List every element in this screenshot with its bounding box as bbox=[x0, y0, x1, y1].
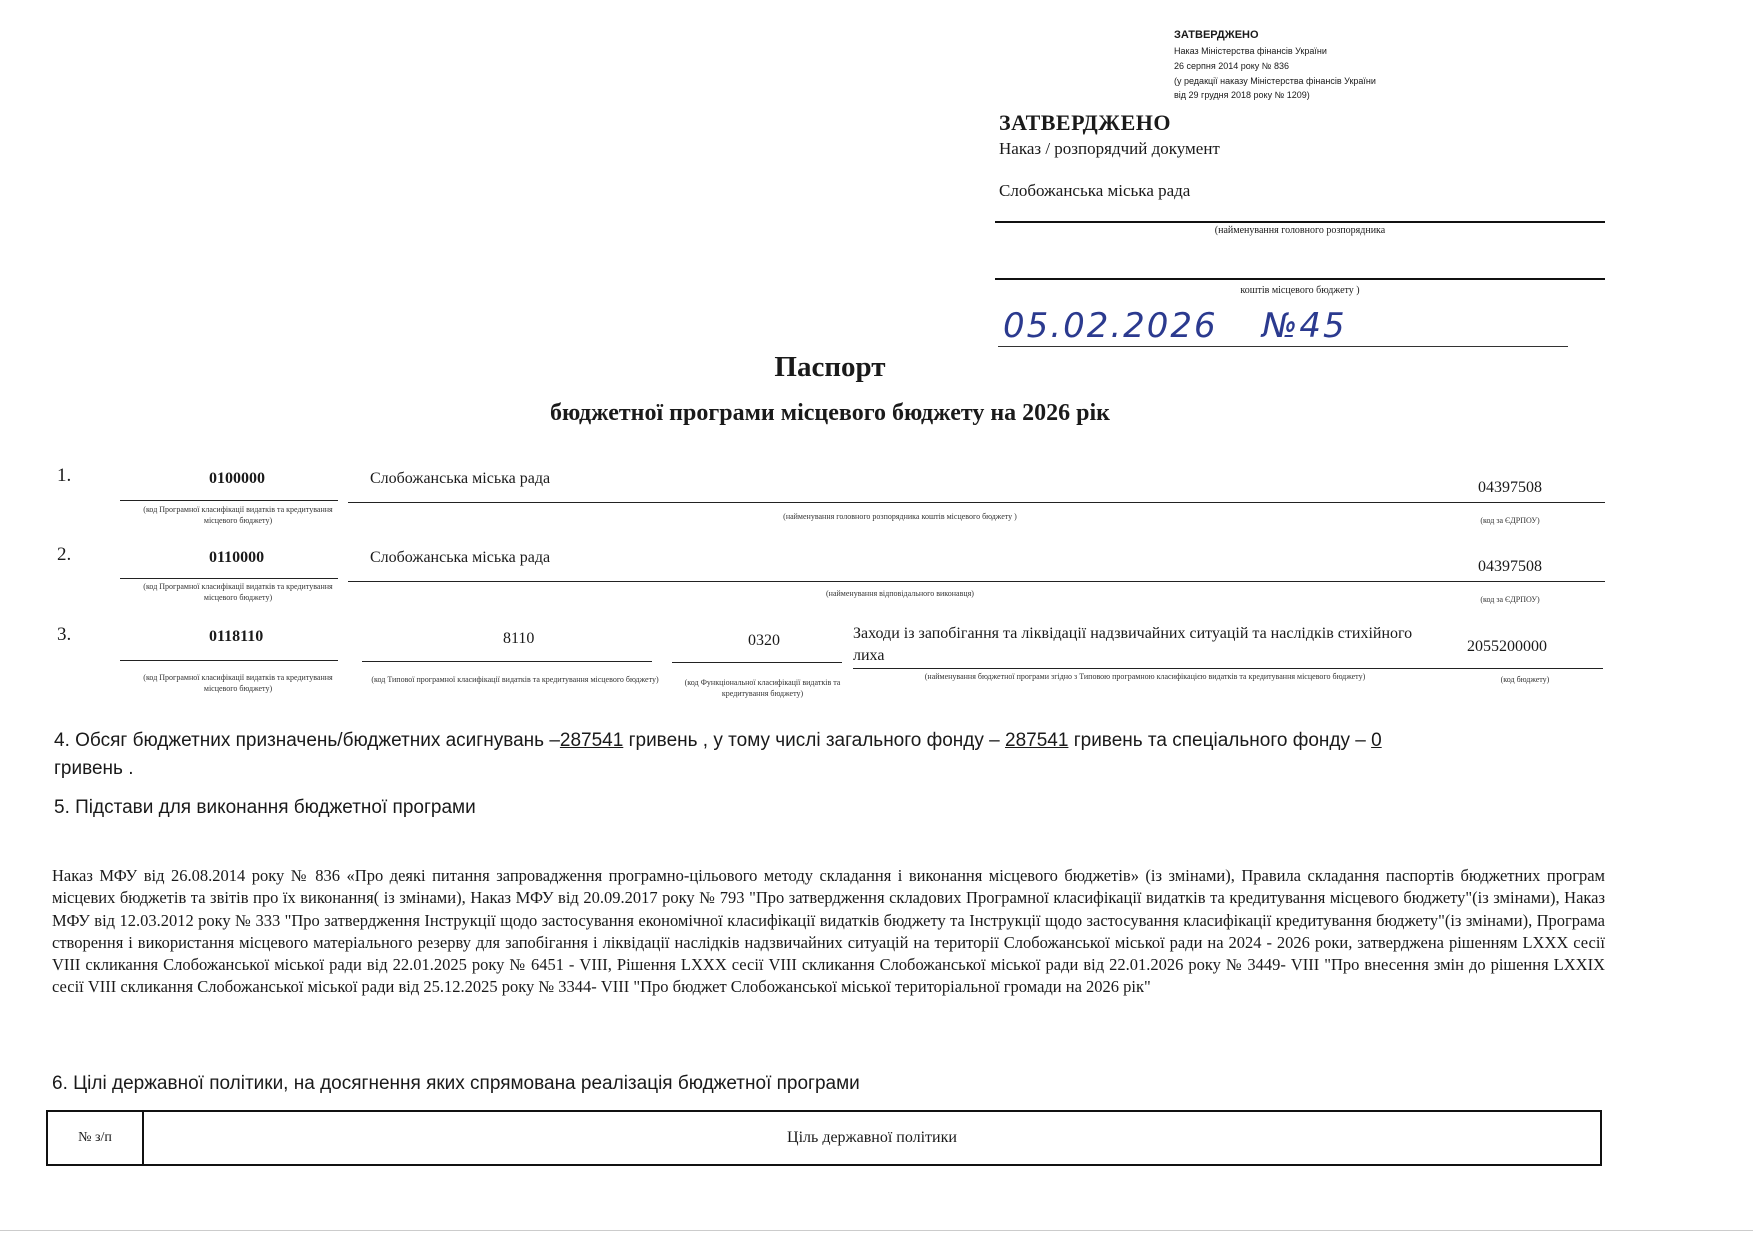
top-stamp-line3: (у редакції наказу Міністерства фінансів України bbox=[1174, 76, 1376, 86]
row-3-line-typical bbox=[362, 661, 652, 662]
top-stamp-line2: 26 серпня 2014 року № 836 bbox=[1174, 61, 1289, 71]
row-3-caption-typical: (код Типової програмної класифікації видатків та кредитування місцевого бюджету) bbox=[371, 675, 659, 684]
row-3-caption-code: (код Програмної класифікації видатків та кредитування місцевого бюджету) bbox=[143, 673, 333, 693]
row-1-caption-edrpou: (код за ЄДРПОУ) bbox=[1480, 516, 1540, 525]
row-3-line-code bbox=[120, 660, 338, 661]
approval-line-1 bbox=[995, 221, 1605, 223]
row-3-caption-name: (найменування бюджетної програми згідно з Типовою програмною класифікацією видатків та кредитування місцевого бюджету) bbox=[924, 672, 1366, 681]
section-4-text-4: гривень . bbox=[54, 758, 134, 779]
approval-date-line bbox=[998, 346, 1568, 347]
section-4-text-1: 4. Обсяг бюджетних призначень/бюджетних асигнувань – bbox=[54, 730, 560, 751]
row-2-line bbox=[120, 578, 338, 579]
row-3-name: Заходи із запобігання та ліквідації надзвичайних ситуацій та наслідків стихійного лиха bbox=[853, 625, 1413, 664]
section-4 bbox=[54, 727, 1606, 783]
row-1-line-main bbox=[348, 502, 1605, 503]
goals-table bbox=[46, 1110, 1602, 1166]
row-3-line-func bbox=[672, 662, 842, 663]
section-5-text: Наказ МФУ від 26.08.2014 року № 836 «Про деякі питання запровадження програмно-цільового методу складання і виконання місцевого бюджетів» (із змінами), Правила складання паспортів бюджетних програм місцевих бюджетів та звітів про їх виконання( із змінами), Наказ МФУ від 20.09.2017 року № 793 "Про затвердження складових Програмної класифікації видатків та кредитування місцевого бюджету"(із змінами), Наказ МФУ від 12.03.2012 року № 333 "Про затвердження Інструкції щодо застосування економічної класифікації видатків бюджету та Інструкції щодо застосування класифікації кредитування бюджету"(із змінами), Програма створення і використання місцевого матеріального резерву для запобігання і ліквідації наслідків надзвичайних ситуацій на території Слобожанської міської ради на 2024 - 2026 роки, затверджена рішенням LXXX сесії VIII скликання Слобожанської міської ради від 22.01.2025 року № 6451 - VIII, Рішення LXXX сесії VIII скликання Слобожанської міської ради від 22.01.2026 року № 3449- VIII "Про внесення змін до рішення LXXIX сесії VIII скликання Слобожанської міської ради від 25.12.2025 року № 3344- VIII "Про бюджет Слобожанської міської територіальної громади на 2026 рік" bbox=[52, 866, 1605, 997]
approval-title: ЗАТВЕРДЖЕНО bbox=[999, 110, 1171, 135]
row-1-caption-code: (код Програмної класифікації видатків та кредитування місцевого бюджету) bbox=[143, 505, 333, 525]
row-2-line-main bbox=[348, 581, 1605, 582]
approval-caption-2: коштів місцевого бюджету ) bbox=[1240, 285, 1360, 296]
page-title: Паспорт bbox=[774, 351, 886, 383]
section-4-general-fund: 287541 bbox=[1005, 730, 1069, 751]
row-3-number: 3. bbox=[57, 624, 72, 645]
row-3-func-code: 0320 bbox=[748, 632, 780, 649]
approval-org: Слобожанська міська рада bbox=[999, 181, 1191, 200]
row-3-code: 0118110 bbox=[209, 628, 264, 645]
handwritten-date: 05.02.2026 bbox=[1003, 306, 1218, 346]
row-1-line bbox=[120, 500, 338, 501]
approval-line-2 bbox=[995, 278, 1605, 280]
row-1-name: Слобожанська міська рада bbox=[370, 470, 551, 487]
goals-col-goal: Ціль державної політики bbox=[143, 1111, 1601, 1165]
approval-caption-1: (найменування головного розпорядника bbox=[1214, 225, 1386, 236]
approval-subtitle: Наказ / розпорядчий документ bbox=[999, 139, 1220, 158]
row-3-caption-budget: (код бюджету) bbox=[1500, 675, 1550, 684]
top-stamp-line1: Наказ Міністерства фінансів України bbox=[1174, 46, 1327, 56]
section-4-special-fund: 0 bbox=[1371, 730, 1382, 751]
section-4-text-2: гривень , у тому числі загального фонду – bbox=[623, 730, 1006, 751]
row-1-code: 0100000 bbox=[209, 470, 265, 487]
row-3-typical-code: 8110 bbox=[503, 630, 535, 647]
row-3-caption-func: (код Функціональної класифікації видатків та кредитування бюджету) bbox=[684, 678, 841, 698]
handwritten-number: №45 bbox=[1262, 306, 1347, 346]
section-5-title: 5. Підстави для виконання бюджетної програми bbox=[54, 797, 476, 818]
section-6-title: 6. Цілі державної політики, на досягнення яких спрямована реалізація бюджетної програми bbox=[52, 1073, 860, 1094]
row-2-caption-name: (найменування відповідального виконавця) bbox=[826, 589, 974, 598]
top-stamp-title: ЗАТВЕРДЖЕНО bbox=[1174, 29, 1259, 41]
page-bottom-edge bbox=[0, 1230, 1753, 1231]
row-2-caption-edrpou: (код за ЄДРПОУ) bbox=[1480, 595, 1540, 604]
row-2-number: 2. bbox=[57, 544, 72, 565]
goals-col-number: № з/п bbox=[47, 1111, 143, 1165]
row-2-caption-code: (код Програмної класифікації видатків та кредитування місцевого бюджету) bbox=[143, 582, 333, 602]
top-stamp-line4: від 29 грудня 2018 року № 1209) bbox=[1174, 90, 1310, 100]
row-3-line-name bbox=[853, 668, 1603, 669]
row-3-budget-code: 2055200000 bbox=[1467, 638, 1547, 655]
row-1-edrpou: 04397508 bbox=[1478, 479, 1542, 496]
goals-table-header bbox=[47, 1111, 1601, 1165]
row-2-edrpou: 04397508 bbox=[1478, 558, 1542, 575]
row-1-caption-name: (найменування головного розпорядника коштів місцевого бюджету ) bbox=[783, 512, 1017, 521]
row-2-code: 0110000 bbox=[209, 549, 265, 566]
row-2-name: Слобожанська міська рада bbox=[370, 549, 551, 566]
section-4-total: 287541 bbox=[559, 730, 624, 751]
page-subtitle: бюджетної програми місцевого бюджету на 2026 рік bbox=[550, 400, 1110, 426]
section-4-text-3: гривень та спеціального фонду – bbox=[1068, 730, 1372, 751]
row-1-number: 1. bbox=[57, 465, 72, 486]
